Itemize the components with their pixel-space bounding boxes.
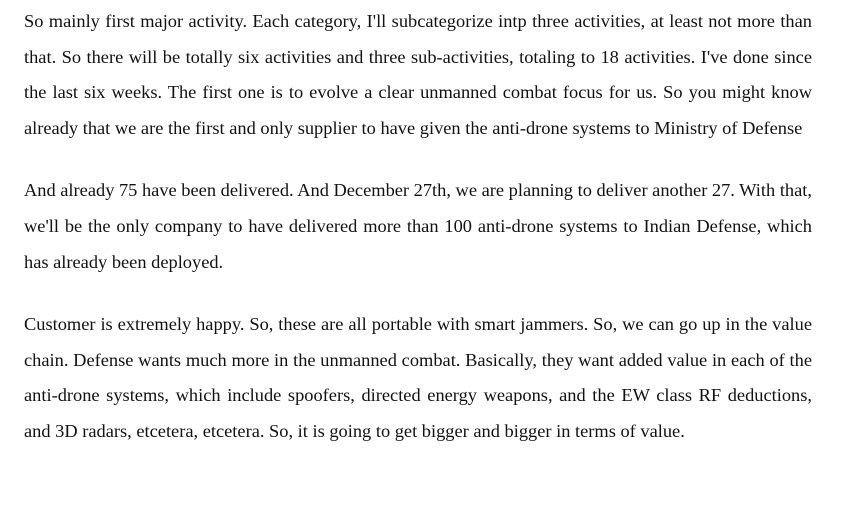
- paragraph-2: And already 75 have been delivered. And December 27th, we are planning to deliver another 27. With that, we'll be the only company to have delivered more than 100 anti-drone systems to Indian Defense, which has already been deployed.: [24, 180, 812, 272]
- paragraph-3: Customer is extremely happy. So, these are all portable with smart jammers. So, we can go up in the value chain. Defense wants much more in the unmanned combat. Basically, they want added value in each of the anti-drone systems, which include spoofers, directed energy weapons, and the EW class RF deductions, and 3D radars, etcetera, etcetera. So, it is going to get bigger and bigger in terms of value.: [24, 314, 812, 441]
- paragraph-1: So mainly first major activity. Each category, I'll subcategorize intp three activities, at least not more than that. So there will be totally six activities and three sub-activities, totaling to 18 activities. I've done since the last six weeks. The first one is to evolve a clear unmanned combat focus for us. So you might know already that we are the first and only supplier to have given the anti-drone systems to Ministry of Defense: [24, 11, 812, 138]
- document-body: [24, 4, 812, 450]
